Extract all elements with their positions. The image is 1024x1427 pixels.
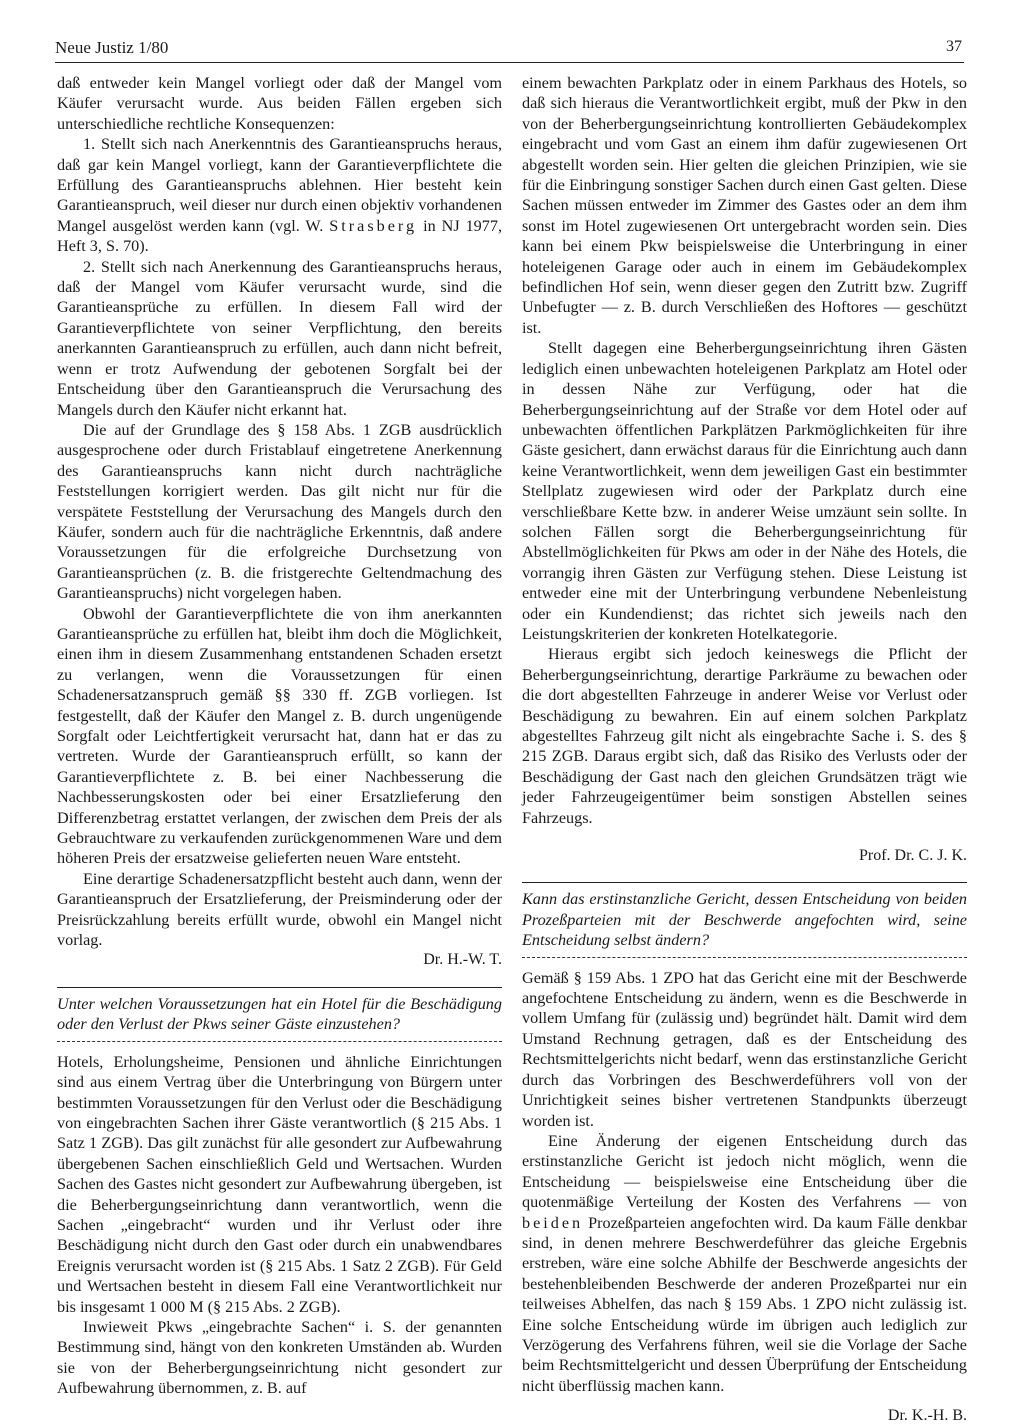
emphasis-spaced: beiden xyxy=(522,1213,584,1232)
text-run: in NJ 1977, Heft 3, S. 70). xyxy=(57,216,503,256)
paragraph xyxy=(522,1131,967,1396)
paragraph: Hotels, Erholungsheime, Pensionen und ähnliche Einrichtungen sind aus einem Vertrag über die Unterbringung von Bürgern unter bestimmten Voraussetzungen für den Verlust oder die Beschädigung von eingebrachten Sachen ihrer Gäste verantwortlich (§ 215 Abs. 1 Satz 1 ZGB). Das gilt zunächst für alle gesondert zur Aufbewahrung übergebenen Sachen einschließlich Geld und Wertsachen. Wurden Sachen des Gastes nicht gesondert zur Aufbewahrung übergeben, ist die Beherbergungseinrichtung dann verantwortlich, wenn die Sachen „eingebracht“ wurden und ihr Verlust oder ihre Beschädigung nicht durch den Gast oder durch ein unabwendbares Ereignis verursacht worden ist (§ 215 Abs. 1 Satz 2 ZGB). Für Geld und Wertsachen besteht in diesem Fall eine Verantwortlichkeit nur bis insgesamt 1 000 M (§ 215 Abs. 2 ZGB). xyxy=(57,1052,502,1316)
page-number: 37 xyxy=(946,38,962,55)
author-name-spaced: Strasberg xyxy=(329,216,418,235)
paragraph: Obwohl der Garantieverpflichtete die von ihm anerkannten Garantieansprüche zu erfüllen hat, bleibt ihm doch die Möglichkeit, einen ihm in diesem Zusammenhang entstandenen Schaden ersetzt zu verlangen, wenn die Voraussetzungen für einen Schadenersatzanspruch gemäß §§ 330 ff. ZGB vorliegen. Ist festgestellt, daß der Käufer den Mangel z. B. durch ungenügende Sorgfalt oder Leichtfertigkeit verursacht hat, dann hat er das zu vertreten. Wurde der Garantieanspruch erfüllt, so kann der Garantieverpflichtete z. B. bei einer Nachbesserung die Nachbesserungskosten oder bei einer Ersatzlieferung den Differenzbetrag erstattet verlangen, der zwischen dem Preis der als Gebrauchtware zu verkaufenden zurückgenommenen Ware und dem höheren Preis der ersatzweise gelieferten neuen Ware entsteht. xyxy=(57,604,502,868)
question-divider xyxy=(522,957,967,958)
author-signature: Dr. H.-W. T. xyxy=(423,951,502,969)
text-run: Eine Änderung der eigenen Entscheidung durch das erstinstanzliche Gericht ist jedoch nicht möglich, wenn die Entscheidung — beispielsweise eine Entscheidung über die quotenmäßige Verteilung der Kosten des Verfahrens — von xyxy=(522,1131,967,1212)
paragraph xyxy=(57,134,502,256)
section-divider xyxy=(57,987,502,988)
paragraph: Gemäß § 159 Abs. 1 ZPO hat das Gericht eine mit der Beschwerde angefochtene Entscheidung zu ändern, wenn es die Beschwerde in vollem Umfang für (zulässig und) begründet hält. Damit wird dem Umstand Rechnung getragen, daß es der Entscheidung des Rechtsmittelgerichts nicht bedarf, wenn das erstinstanzliche Gericht durch das Vorbringen des Beschwerdeführers voll von der Unrichtigkeit seines bisher vertretenen Standpunkts überzeugt worden ist. xyxy=(522,968,967,1130)
paragraph: Hieraus ergibt sich jedoch keineswegs die Pflicht der Beherbergungseinrichtung, derartige Parkräume zu bewachen oder die dort abgestellten Fahrzeuge in anderer Weise vor Verlust oder Beschädigung zu bewahren. Ein auf einem solchen Parkplatz abgestelltes Fahrzeug gilt nicht als eingebrachte Sache i. S. des § 215 ZGB. Daraus ergibt sich, daß das Risiko des Verlusts oder der Beschädigung der Gast nach den gleichen Grundsätzen trägt wie jeder Fahrzeugeigentümer beim sonstigen Abstellen seines Fahrzeugs. xyxy=(522,645,967,827)
author-signature: Prof. Dr. C. J. K. xyxy=(858,847,967,865)
paragraph: Inwieweit Pkws „eingebrachte Sachen“ i. S. der genannten Bestimmung sind, hängt von den konkreten Umständen ab. Wurden sie von der Beherbergungseinrichtung nicht gesondert zur Aufbewahrung übernommen, z. B. auf xyxy=(57,1317,502,1398)
question-divider xyxy=(57,1041,502,1042)
author-signature: Dr. K.-H. B. xyxy=(887,1407,967,1425)
question-heading: Unter welchen Voraussetzungen hat ein Hotel für die Beschädigung oder den Verlust der Pkws seiner Gäste einzustehen? xyxy=(57,994,502,1034)
paragraph: einem bewachten Parkplatz oder in einem Parkhaus des Hotels, so daß sich hieraus die Verantwortlichkeit ergibt, muß der Pkw in den von der Beherbergungseinrichtung kontrollierten Gebäudekomplex eingebracht und vom Gast an einem ihm dafür zugewiesenen Ort abgestellt worden sein. Hier gelten die gleichen Prinzipien, wie sie für die Einbringung sonstiger Sachen durch einen Gast gelten. Diese Sachen müssen entweder im Zimmer des Gastes oder an dem ihm sonst im Hotel zugewiesenen Ort untergebracht worden sein. Dies kann bei einem Pkw beispielsweise die Unterbringung in einer hoteleigenen Garage oder auch in einem im Gebäudekomplex befindlichen Hof sein, wenn dieser gegen den Zutritt bzw. Zugriff Unbefugter — z. B. durch Verschließen des Hoftores — geschützt ist. xyxy=(522,74,967,337)
paragraph: 2. Stellt sich nach Anerkennung des Garantieanspruchs heraus, daß der Mangel vom Käufer verursacht wurde, sind die Garantieansprüche zu erfüllen. In diesem Fall wird der Garantieverpflichtete von seiner Verpflichtung, den bereits anerkannten Garantieanspruch zu erfüllen, auch dann nicht befreit, wenn er trotz Aufwendung der gebotenen Sorgfalt bei der Entscheidung über den Garantieanspruch die Verursachung des Mangels durch den Käufer nicht erkannt hat. xyxy=(57,257,502,419)
page-header xyxy=(55,38,964,63)
paragraph: Eine derartige Schadenersatzpflicht besteht auch dann, wenn der Garantieanspruch der Ersatzlieferung, der Preisminderung oder der Preisrückzahlung bereits erfüllt wurde, obwohl ein Mangel nicht vorlag. xyxy=(57,869,502,950)
section-divider xyxy=(522,882,967,883)
paragraph: Stellt dagegen eine Beherbergungseinrichtung ihren Gästen lediglich einen unbewachten hoteleigenen Parkplatz am Hotel oder in dessen Nähe zur Verfügung, oder hat die Beherbergungseinrichtung auf der Straße vor dem Hotel oder auf unbewachten öffentlichen Parkplätzen Parkmöglichkeiten für ihre Gäste gesichert, dann erwächst daraus für die Einrichtung auch dann keine Verantwortlichkeit, wenn dem jeweiligen Gast ein bestimmter Stellplatz zugewiesen wird oder der Parkplatz durch eine verschließbare Kette bzw. in anderer Weise umzäunt sein sollte. In solchen Fällen sorgt die Beherbergungseinrichtung für Abstellmöglichkeiten für Pkws am oder in der Nähe des Hotels, die vorrangig ihren Gästen zur Verfügung stehen. Diese Leistung ist entweder eine mit der Unterbringung verbundene Nebenleistung oder ein Kundendienst; das richtet sich jeweils nach den Leistungskriterien der konkreten Hotelkategorie. xyxy=(522,339,967,643)
question-heading: Kann das erstinstanzliche Gericht, dessen Entscheidung von beiden Prozeßparteien mit der Beschwerde angefochten wird, seine Entscheidung selbst ändern? xyxy=(522,890,967,950)
paragraph: daß entweder kein Mangel vorliegt oder daß der Mangel vom Käufer verursacht wurde. Aus beiden Fällen ergeben sich unterschiedliche rechtliche Konsequenzen: xyxy=(57,74,502,133)
text-run: Prozeßparteien angefochten wird. Da kaum Fälle denkbar sind, in denen mehrere Beschwerdeführer das gleiche Ergebnis erstreben, wäre eine solche Abhilfe der Beschwerde angesichts der bestehenbleibenden Beschwerde der anderen Prozeßpartei nur ein teilweises Abhelfen, das nach § 159 Abs. 1 ZPO nicht zulässig ist. Eine solche Entscheidung würde im übrigen auch lediglich zur Verzögerung des Verfahrens führen, weil sie die Vorlage der Sache beim Rechtsmittelgericht und dessen Überprüfung der Entscheidung nicht überflüssig machen kann. xyxy=(522,1213,968,1395)
journal-title: Neue Justiz 1/80 xyxy=(55,38,169,57)
right-column xyxy=(522,73,967,1427)
text-run: 1. Stellt sich nach Anerkenntnis des Garantieanspruchs heraus, daß gar kein Mangel vorliegt, kann der Garantieverpflichtete die Erfüllung des Garantieanspruchs ablehnen. Hier besteht kein Garantieanspruch, weil dieser nur durch einen objektiv vorhandenen Mangel ausgelöst werden kann (vgl. W. xyxy=(57,135,502,235)
paragraph: Die auf der Grundlage des § 158 Abs. 1 ZGB ausdrücklich ausgesprochene oder durch Fristablauf eingetretene Anerkennung des Garantieanspruchs kann nicht durch nachträgliche Feststellungen korrigiert werden. Das gilt nicht nur für die verspätete Feststellung der Verursachung des Mangels durch den Käufer, sondern auch für die nachträgliche Erkenntnis, daß andere Voraussetzungen für die erfolgreiche Durchsetzung von Garantieansprüchen (z. B. die fristgerechte Geltendmachung des Garantieanspruchs) nicht vorgelegen haben. xyxy=(57,420,502,603)
left-column xyxy=(57,73,502,1399)
